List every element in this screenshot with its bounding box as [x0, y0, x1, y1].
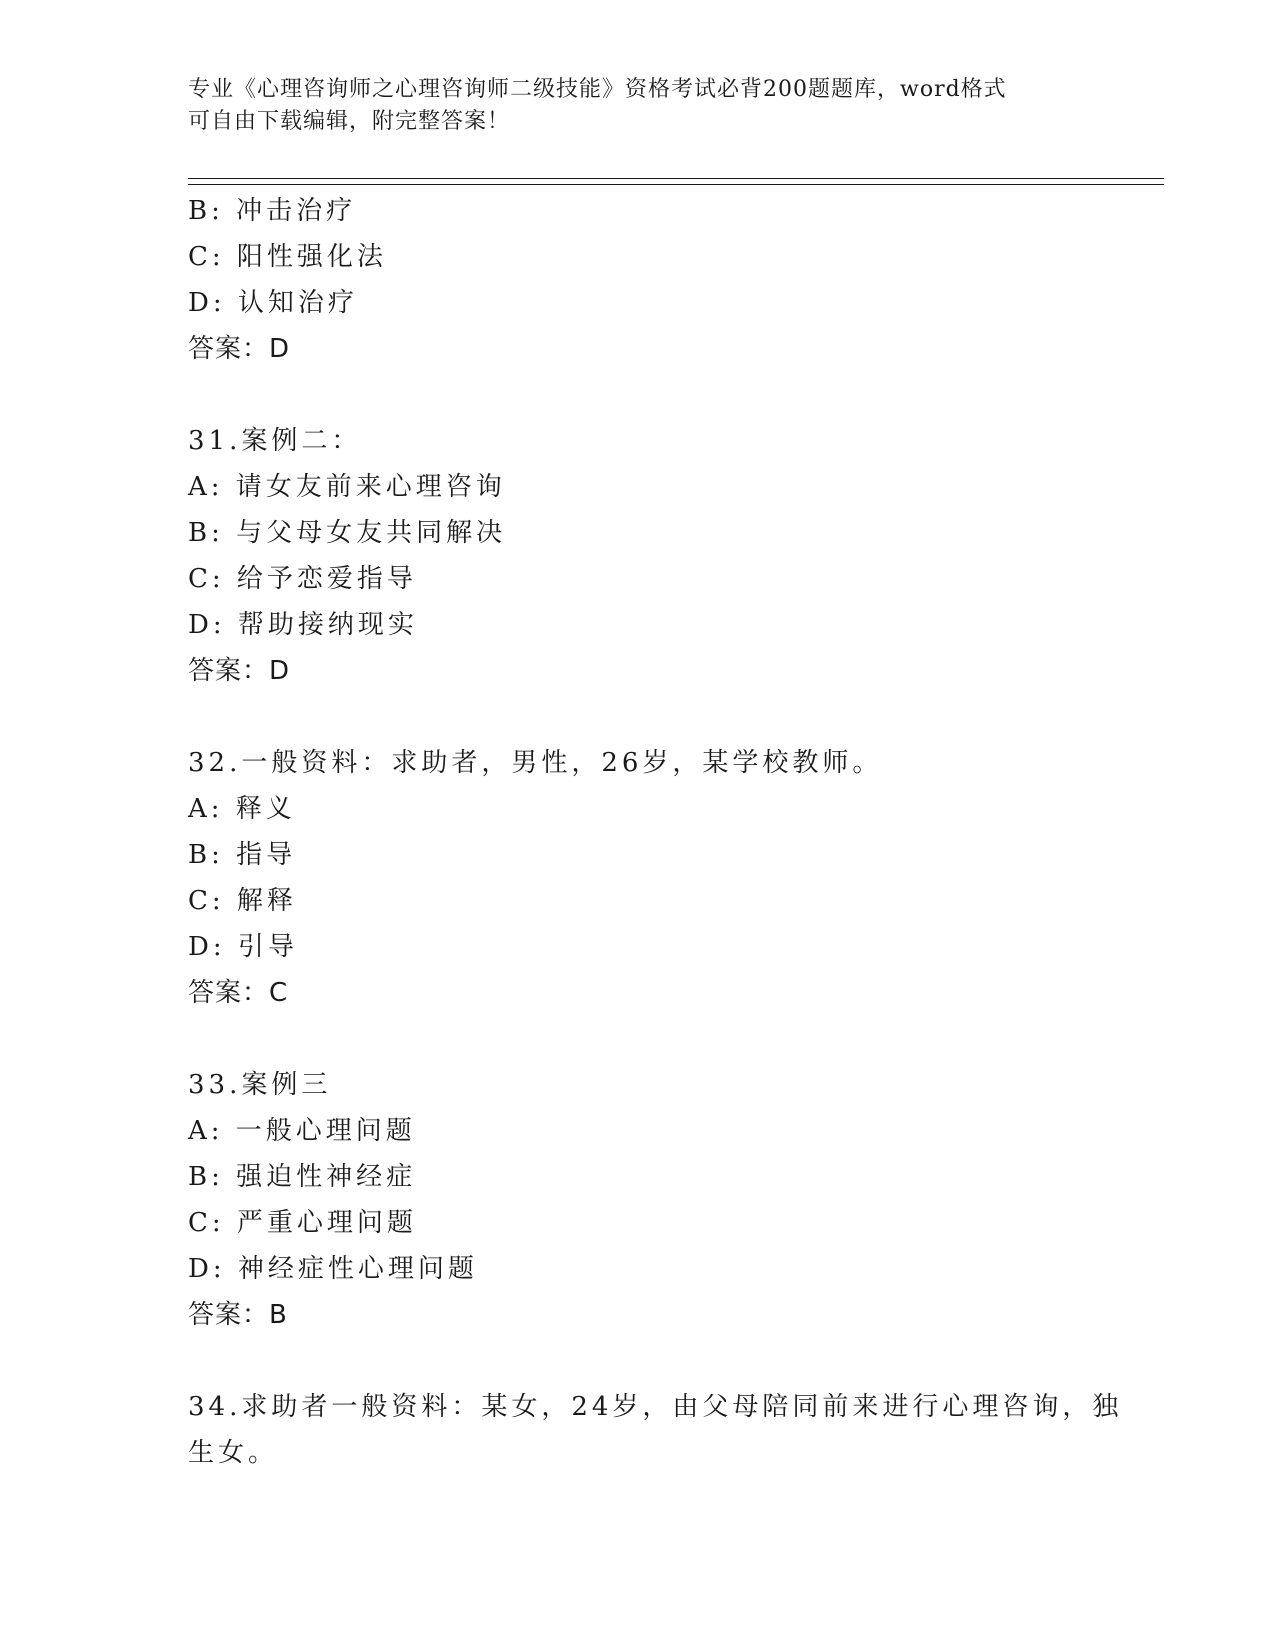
option-a: A: 一般心理问题 — [188, 1116, 416, 1146]
option-a: A: 请女友前来心理咨询 — [188, 472, 506, 502]
option-c: C: 给予恋爱指导 — [188, 564, 417, 594]
option-c: C: 阳性强化法 — [188, 242, 387, 272]
answer-line: 答案：B — [188, 1300, 288, 1330]
document-header — [188, 74, 1088, 138]
header-divider-bottom — [188, 184, 1164, 185]
option-b: B: 与父母女友共同解决 — [188, 518, 507, 548]
question-block-30 — [188, 188, 1088, 372]
option-d: D: 神经症性心理问题 — [188, 1254, 478, 1284]
option-b: B: 指导 — [188, 840, 297, 870]
option-c: C: 解释 — [188, 886, 297, 916]
option-d: D: 引导 — [188, 932, 298, 962]
header-line-2: 可自由下载编辑，附完整答案！ — [188, 109, 511, 134]
option-b: B: 强迫性神经症 — [188, 1162, 417, 1192]
spacer — [188, 1338, 1088, 1384]
question-stem-line-1: 34.求助者一般资料：某女，24岁，由父母陪同前来进行心理咨询，独 — [188, 1392, 1123, 1422]
option-c: C: 严重心理问题 — [188, 1208, 417, 1238]
question-block-33 — [188, 1062, 1088, 1338]
question-block-31 — [188, 418, 1088, 694]
question-stem-line-2: 生女。 — [188, 1438, 279, 1468]
option-d: D: 认知治疗 — [188, 288, 358, 318]
spacer — [188, 1016, 1088, 1062]
header-divider-top — [188, 178, 1164, 179]
answer-line: 答案：C — [188, 978, 289, 1008]
spacer — [188, 694, 1088, 740]
answer-line: 答案：D — [188, 656, 291, 686]
option-b: B: 冲击治疗 — [188, 196, 357, 226]
option-d: D: 帮助接纳现实 — [188, 610, 418, 640]
spacer — [188, 372, 1088, 418]
question-stem: 33.案例三 — [188, 1070, 332, 1100]
option-a: A: 释义 — [188, 794, 296, 824]
question-block-32 — [188, 740, 1088, 1016]
question-stem: 32.一般资料：求助者，男性，26岁，某学校教师。 — [188, 748, 883, 778]
question-stem: 31.案例二： — [188, 426, 362, 456]
answer-line: 答案：D — [188, 334, 291, 364]
question-list — [188, 188, 1123, 1476]
question-block-34 — [188, 1384, 1123, 1476]
header-line-1: 专业《心理咨询师之心理咨询师二级技能》资格考试必背200题题库，word格式 — [188, 77, 1007, 102]
